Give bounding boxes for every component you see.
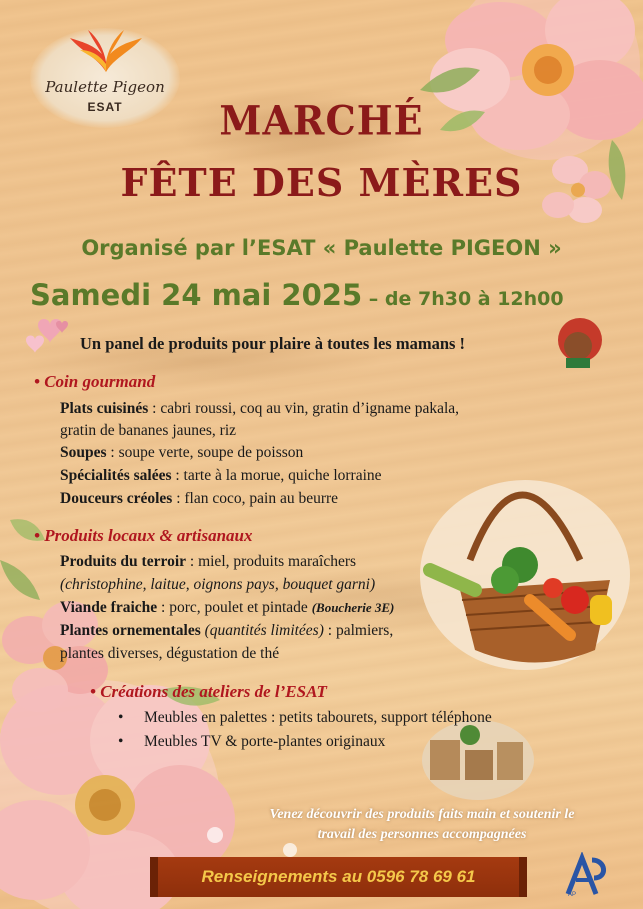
item-text: : palmiers, [323,622,394,639]
logo-name: Paulette Pigeon [45,78,165,96]
item-text: : cabri roussi, coq au vin, gratin d’igname pakala, [148,400,460,417]
bullet-item: • Meubles TV & porte-plantes originaux [118,733,386,750]
item-label: Soupes [60,444,107,461]
item-text: : porc, poulet et pintade [157,599,312,616]
list-item: gratin de bananes jaunes, riz [60,422,237,439]
item-text: : miel, produits maraîchers [186,553,357,570]
item-note: (Boucherie 3E) [311,600,395,615]
list-item [60,620,393,642]
date-line [30,278,564,312]
hearts-decoration [26,319,68,353]
woman-illustration [558,318,602,368]
footer-line-1: Venez découvrir des produits faits main et soutenir le [269,807,575,822]
event-hours: – de 7h30 à 12h00 [362,288,564,310]
contact-banner [150,857,527,897]
item-label: Plantes ornementales [60,622,201,639]
item-label: Plats cuisinés [60,400,149,417]
partner-logo-icon [562,852,612,898]
section-title-ateliers: • Créations des ateliers de l’ESAT [90,682,327,701]
list-item [60,442,303,464]
list-item [60,465,382,487]
footer-line-2: travail des personnes accompagnées [317,827,527,842]
organiser-line: Organisé par l’ESAT « Paulette PIGEON » [81,236,562,260]
item-label: Douceurs créoles [60,490,173,507]
list-item [60,551,356,573]
partner-logo [562,852,612,898]
tagline: Un panel de produits pour plaire à toutes les mamans ! [80,334,466,353]
item-text: : tarte à la morue, quiche lorraine [171,467,382,484]
list-item [60,597,394,619]
item-note: (quantités limitées) [200,622,324,639]
logo-subtitle: ESAT [87,100,123,114]
event-date: Samedi 24 mai 2025 [30,278,363,312]
item-label: Spécialités salées [60,467,172,484]
wings-icon [68,28,144,74]
list-item [60,488,338,510]
furniture-image [422,720,534,800]
list-item: (christophine, laitue, oignons pays, bouquet garni) [60,576,376,593]
contact-phone[interactable]: Renseignements au 0596 78 69 61 [201,867,476,886]
item-text: : soupe verte, soupe de poisson [106,444,304,461]
list-item [60,398,459,420]
bullet-text: Meubles en palettes : petits tabourets, support téléphone [144,709,492,726]
item-text: : flan coco, pain au beurre [172,490,339,507]
footer-note [222,805,622,845]
item-label: Viande fraiche [60,599,158,616]
section-title-gourmand: • Coin gourmand [34,372,156,391]
title-line-1: MARCHÉ [219,96,424,145]
title-line-2: FÊTE DES MÈRES [120,160,523,205]
bullet-item: • Meubles en palettes : petits tabourets, support téléphone [118,709,492,726]
list-item: plantes diverses, dégustation de thé [60,645,280,662]
bullet-text: Meubles TV & porte-plantes originaux [144,733,386,750]
vegetable-basket-image [420,480,630,670]
svg-text:AP: AP [568,892,577,898]
item-label: Produits du terroir [60,553,187,570]
section-title-locaux: • Produits locaux & artisanaux [34,526,253,545]
